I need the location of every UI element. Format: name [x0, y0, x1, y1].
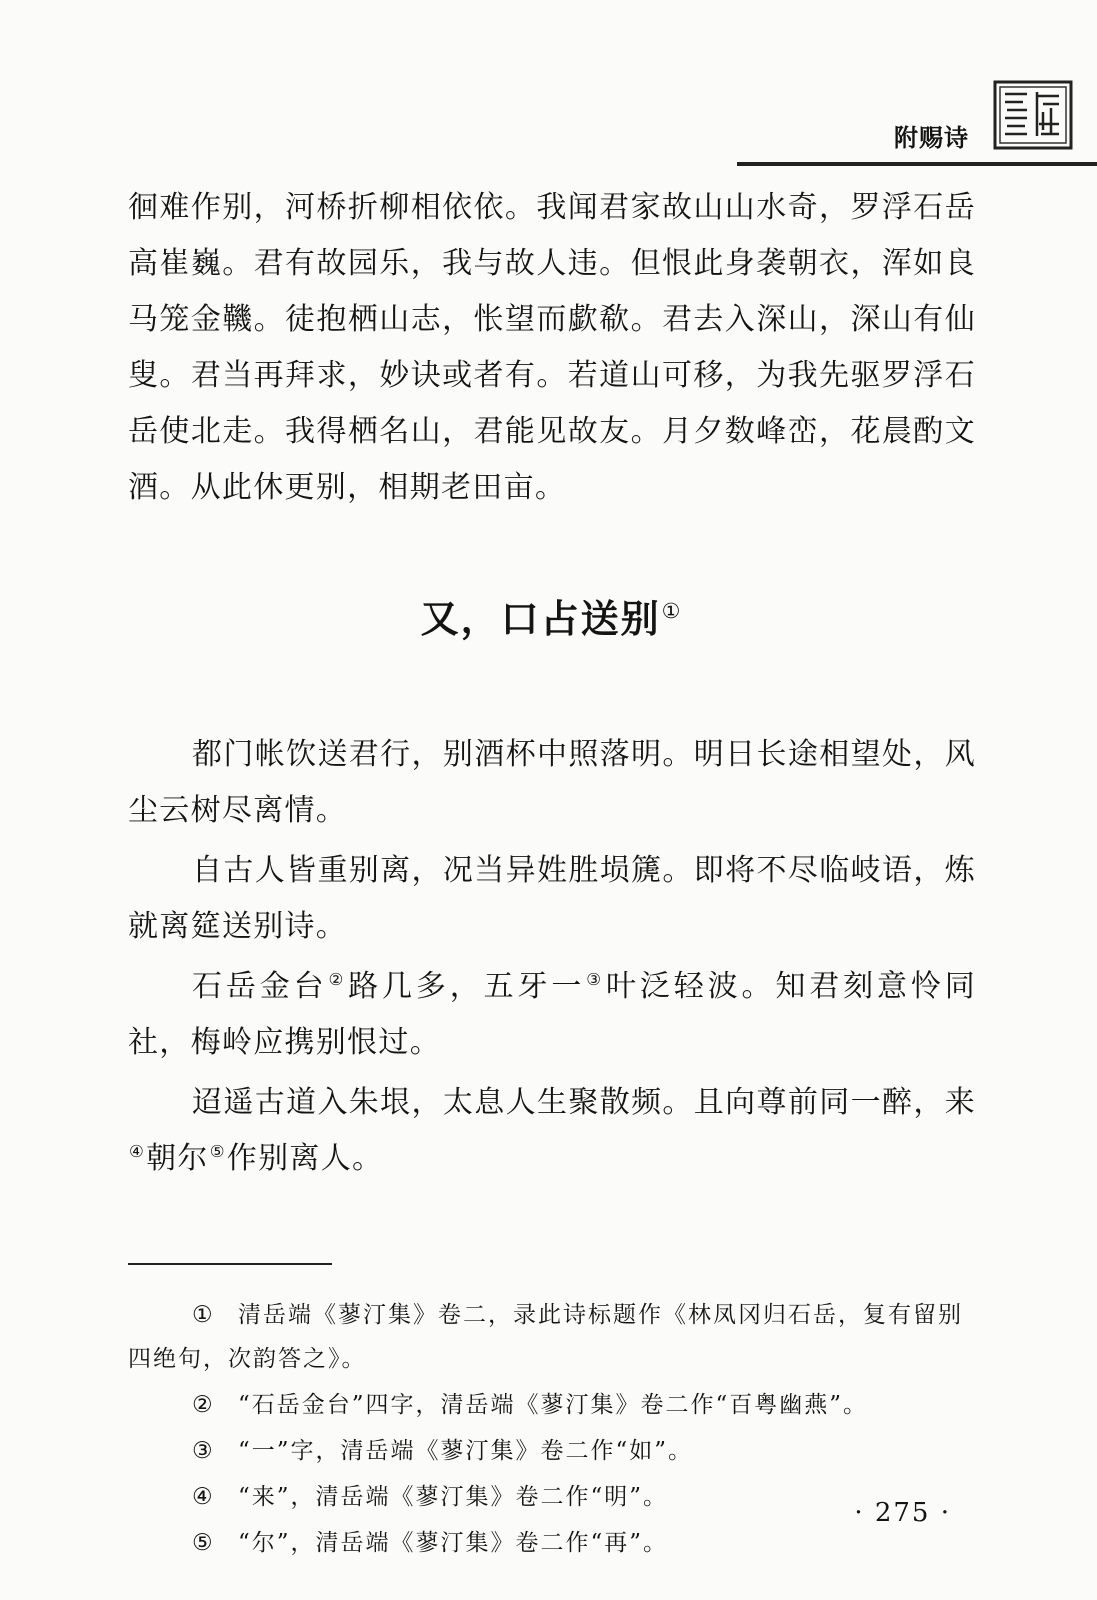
footnote-marker: ④: [129, 1142, 146, 1161]
stanza-text: 石岳金台: [192, 969, 328, 1004]
footnote-number: ③: [192, 1438, 215, 1464]
page-header: [737, 78, 1097, 168]
stanza: [128, 727, 976, 839]
stanza-text: 都门帐饮送君行，别酒杯中照落明。明日长途相望处，风尘云树尽离情。: [128, 737, 976, 828]
footnote-text: “来”，清岳端《蓼汀集》卷二作“明”。: [238, 1484, 669, 1510]
footnote-text: 清岳端《蓼汀集》卷二，录此诗标题作《林凤冈归石岳，复有留别四绝句，次韵答之》。: [128, 1302, 963, 1372]
footnote-marker: ⑤: [209, 1142, 226, 1161]
stanza-text: 迢遥古道入朱垠，太息人生聚散频。且向尊前同一醉，来: [192, 1085, 976, 1120]
page-number: · 275 ·: [854, 1498, 951, 1528]
stanza: [128, 1075, 976, 1187]
poem-stanzas: [128, 727, 976, 1187]
footnote-number: ②: [192, 1392, 215, 1418]
footnote-item: [128, 1383, 976, 1427]
running-title: 附赐诗: [894, 124, 969, 152]
footnote-text: “一”字，清岳端《蓼汀集》卷二作“如”。: [238, 1438, 694, 1464]
footnotes: [128, 1293, 976, 1565]
footnote-item: [128, 1475, 976, 1519]
footnote-number: ⑤: [192, 1530, 215, 1556]
footnote-item: [128, 1521, 976, 1565]
stanza: [128, 959, 976, 1071]
footnote-marker: ②: [328, 970, 348, 989]
footnote-marker: ①: [661, 599, 683, 624]
stanza-text: 自古人皆重别离，况当异姓胜埙篪。即将不尽临岐语，炼就离筵送别诗。: [128, 853, 976, 944]
page-body: [128, 180, 976, 1567]
stanza-text: 作别离人。: [226, 1141, 384, 1176]
stanza-text: 朝尔: [146, 1141, 209, 1176]
stanza-text: 路几多，五牙一: [348, 969, 586, 1004]
header-rule: [737, 162, 1097, 166]
footnote-item: [128, 1293, 976, 1381]
footnote-number: ④: [192, 1484, 215, 1510]
footnote-divider: [128, 1263, 332, 1265]
footnote-marker: ③: [586, 970, 605, 989]
footnote-item: [128, 1429, 976, 1473]
stanza: [128, 843, 976, 955]
section-title-text: 又，口占送别: [420, 597, 661, 641]
footnote-text: “石岳金台”四字，清岳端《蓼汀集》卷二作“百粤幽燕”。: [238, 1392, 869, 1418]
footnote-text: “尔”，清岳端《蓼汀集》卷二作“再”。: [238, 1530, 669, 1556]
continued-poem-text: 徊难作别，河桥折柳相依依。我闻君家故山山水奇，罗浮石岳高崔巍。君有故园乐，我与故人违。但恨此身袭朝衣，浑如良马笼金鞿。徒抱栖山志，怅望而歔欷。君去入深山，深山有仙叟。君当再拜求，妙诀或者有。若道山可移，为我先驱罗浮石岳使北走。我得栖名山，君能见故友。月夕数峰峦，花晨酌文酒。从此休更别，相期老田亩。: [128, 190, 976, 505]
stanza-text: 叶泛轻波。知君刻意怜同社，梅岭应携别恨过。: [128, 969, 977, 1060]
section-title: [128, 588, 976, 643]
seal-stamp-icon: [993, 80, 1073, 150]
footnote-number: ①: [192, 1302, 215, 1328]
